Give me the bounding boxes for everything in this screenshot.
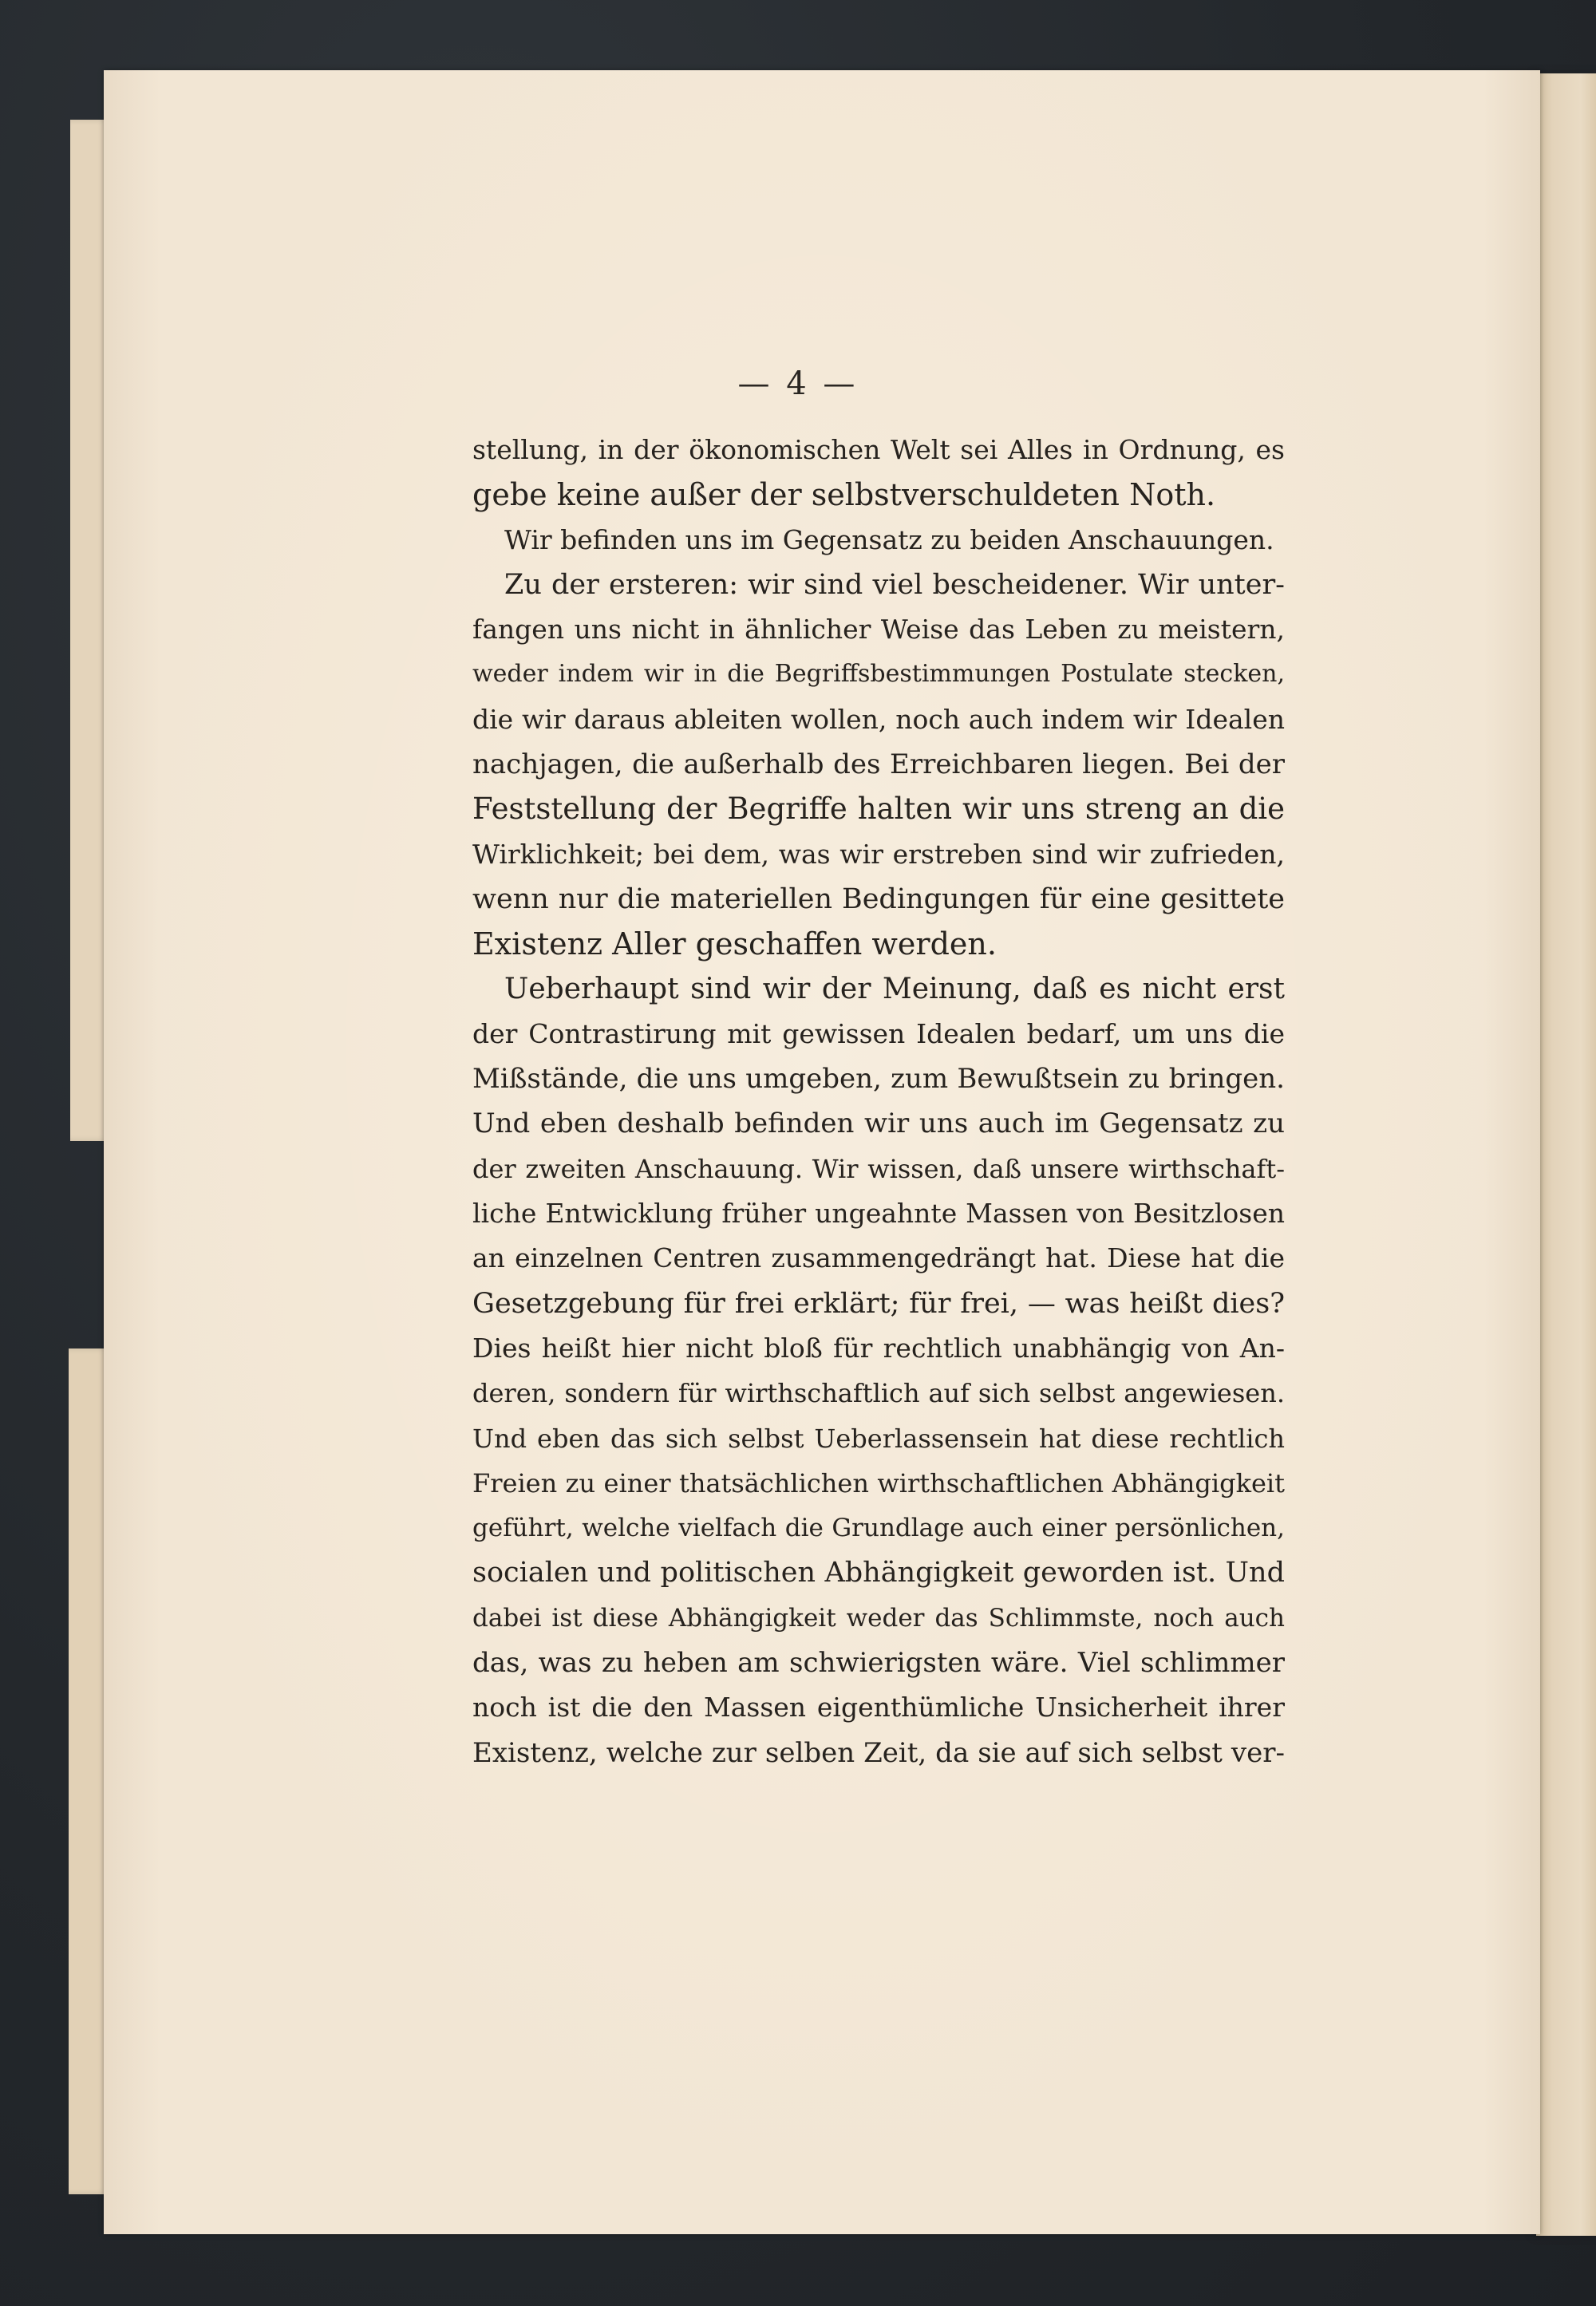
text-line: Und eben deshalb befinden wir uns auch im Gegensatz zu	[472, 1108, 1285, 1140]
body-text	[472, 428, 1285, 1775]
text-line: Ueberhaupt sind wir der Meinung, daß es nicht erst	[504, 972, 1285, 1005]
text-line: die wir daraus ableiten wollen, noch auch indem wir Idealen	[472, 703, 1285, 735]
text-line: wenn nur die materiellen Bedingungen für eine gesittete	[472, 883, 1285, 915]
page-number: — 4 —	[737, 365, 859, 402]
text-line: Gesetzgebung für frei erklärt; für frei, — was heißt dies?	[472, 1287, 1285, 1320]
text-line: der Contrastirung mit gewissen Idealen bedarf, um uns die	[472, 1017, 1285, 1049]
text-line: Wir befinden uns im Gegensatz zu beiden Anschauungen.	[504, 523, 1274, 555]
text-line: Und eben das sich selbst Ueberlassensein hat diese rechtlich	[472, 1423, 1285, 1454]
text-line: Existenz Aller geschaffen werden.	[472, 926, 997, 962]
text-line: fangen uns nicht in ähnlicher Weise das Leben zu meistern,	[472, 614, 1285, 646]
text-line: Freien zu einer thatsächlichen wirthschaftlichen Abhängigkeit	[472, 1467, 1285, 1499]
text-line: liche Entwicklung früher ungeahnte Massen von Besitzlosen	[472, 1198, 1285, 1230]
text-line: Wirklichkeit; bei dem, was wir erstreben sind wir zufrieden,	[472, 838, 1285, 870]
text-line: Existenz, welche zur selben Zeit, da sie auf sich selbst ver-	[472, 1736, 1285, 1769]
text-line: stellung, in der ökonomischen Welt sei Alles in Ordnung, es	[472, 434, 1285, 465]
text-line: das, was zu heben am schwierigsten wäre. Viel schlimmer	[472, 1647, 1285, 1680]
text-line: noch ist die den Massen eigenthümliche Unsicherheit ihrer	[472, 1692, 1285, 1724]
text-line: an einzelnen Centren zusammengedrängt hat. Diese hat die	[472, 1242, 1285, 1274]
text-line: gebe keine außer der selbstverschuldeten Noth.	[472, 477, 1216, 513]
text-line: weder indem wir in die Begriffsbestimmungen Postulate stecken,	[472, 660, 1285, 689]
text-line: der zweiten Anschauung. Wir wissen, daß unsere wirthschaft-	[472, 1153, 1285, 1184]
text-line: Feststellung der Begriffe halten wir uns streng an die	[472, 792, 1285, 827]
text-line: Dies heißt hier nicht bloß für rechtlich unabhängig von An-	[472, 1332, 1285, 1364]
text-line: Mißstände, die uns umgeben, zum Bewußtsein zu bringen.	[472, 1063, 1285, 1096]
text-line: Zu der ersteren: wir sind viel bescheidener. Wir unter-	[504, 568, 1285, 601]
text-line: socialen und politischen Abhängigkeit geworden ist. Und	[472, 1557, 1285, 1589]
text-line: nachjagen, die außerhalb des Erreichbaren liegen. Bei der	[472, 748, 1285, 781]
text-line: dabei ist diese Abhängigkeit weder das Schlimmste, noch auch	[472, 1603, 1285, 1633]
text-line: geführt, welche vielfach die Grundlage auch einer persönlichen,	[472, 1514, 1285, 1543]
text-line: deren, sondern für wirthschaftlich auf sich selbst angewiesen.	[472, 1378, 1285, 1409]
facing-page-edge	[1536, 73, 1596, 2236]
